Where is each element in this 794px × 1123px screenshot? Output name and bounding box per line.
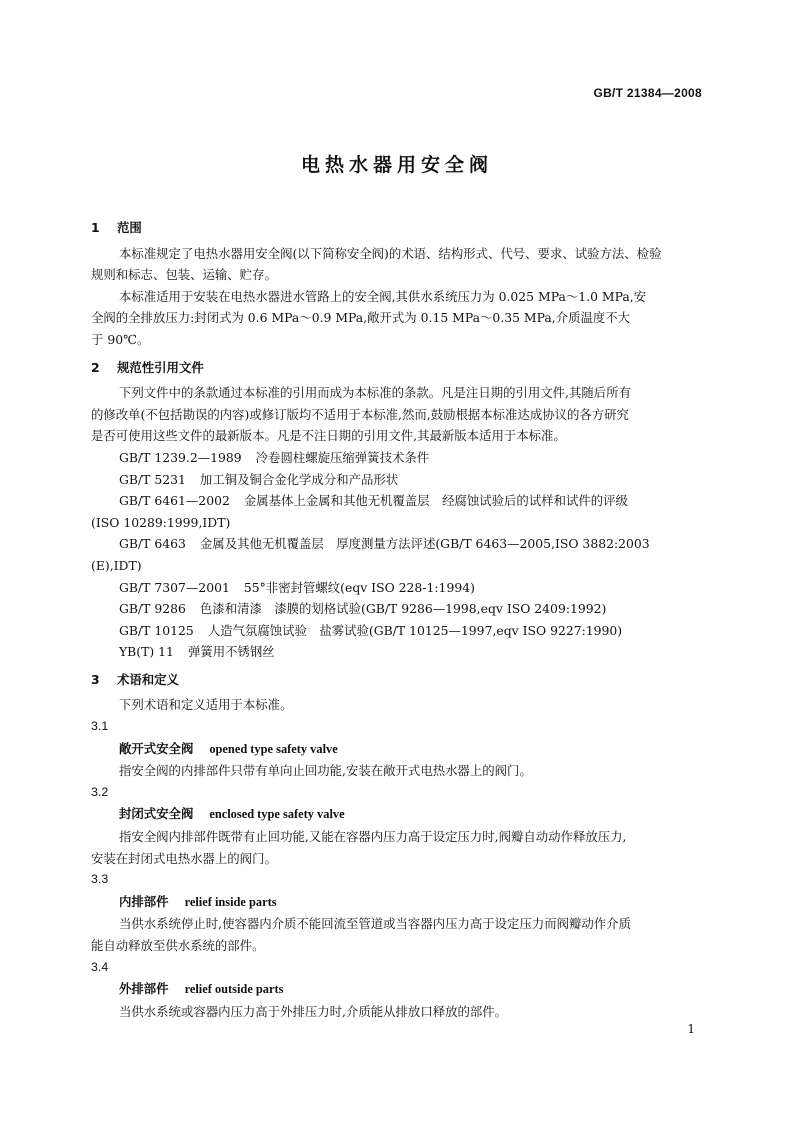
- section-title: 规范性引用文件: [117, 359, 204, 375]
- paragraph-line: 全阀的全排放压力:封闭式为 0.6 MPa～0.9 MPa,敞开式为 0.15 MPa～0.35 MPa,介质温度不大: [91, 310, 631, 326]
- reference-code: YB(T) 11: [119, 644, 174, 660]
- term-definition: 指安全阀的内排部件只带有单向止回功能,安装在敞开式电热水器上的阀门。: [119, 763, 532, 779]
- term-english: relief inside parts: [184, 894, 277, 909]
- page-number: 1: [687, 1022, 695, 1036]
- section-3-heading: [91, 669, 703, 691]
- reference-title: 人造气氛腐蚀试验 盐雾试验(GB/T 10125—1997,eqv ISO 9227:1990): [207, 622, 623, 638]
- clause-number: 3.2: [91, 784, 109, 799]
- paragraph-line: 的修改单(不包括勘误的内容)或修订版均不适用于本标准,然而,鼓励根据本标准达成协议的各方研究: [91, 406, 629, 422]
- reference-code: GB/T 5231: [119, 471, 186, 487]
- term-entry: [91, 978, 703, 1001]
- reference-title: 金属及其他无机覆盖层 厚度测量方法评述(GB/T 6463—2005,ISO 3882:2003: [199, 536, 650, 552]
- reference-item: [91, 620, 703, 642]
- term-entry: [91, 803, 703, 826]
- section-number: 3: [91, 671, 100, 687]
- paragraph-line: 本标准规定了电热水器用安全阀(以下简称安全阀)的术语、结构形式、代号、要求、试验方法、检验: [119, 245, 662, 261]
- paragraph-line: 本标准适用于安装在电热水器进水管路上的安全阀,其供水系统压力为 0.025 MPa～1.0 MPa,安: [119, 288, 647, 304]
- section-1-heading: [91, 217, 703, 239]
- paragraph-line: 规则和标志、包装、运输、贮存。: [91, 267, 277, 283]
- reference-title: 55°非密封管螺纹(eqv ISO 228-1:1994): [243, 579, 475, 595]
- reference-code: GB/T 9286: [119, 601, 186, 617]
- reference-code: GB/T 6463: [119, 536, 186, 552]
- term-chinese: 内排部件: [119, 893, 169, 909]
- term-entry: [91, 891, 703, 914]
- reference-title: 弹簧用不锈钢丝: [187, 644, 275, 660]
- reference-code: GB/T 7307—2001: [119, 579, 230, 595]
- term-english: enclosed type safety valve: [209, 807, 345, 822]
- reference-item: [91, 490, 703, 512]
- document-title: 电热水器用安全阀: [300, 154, 493, 176]
- reference-code: GB/T 10125: [119, 622, 194, 638]
- paragraph-line: 于 90℃。: [91, 331, 150, 347]
- document-body: [91, 214, 703, 1022]
- term-definition: 指安全阀内排部件既带有止回功能,又能在容器内压力高于设定压力时,阀瓣自动动作释放压力,: [119, 829, 627, 845]
- term-definition: 当供水系统停止时,使容器内介质不能回流至管道或当容器内压力高于设定压力而阀瓣动作介质: [119, 916, 631, 932]
- term-entry: [91, 738, 703, 761]
- reference-code: GB/T 1239.2—1989: [119, 449, 242, 465]
- clause-number: 3.1: [91, 719, 109, 734]
- term-chinese: 敞开式安全阀: [119, 740, 194, 756]
- term-definition: 安装在封闭式电热水器上的阀门。: [91, 850, 277, 866]
- reference-continuation: (E),IDT): [91, 557, 142, 573]
- reference-item: [91, 533, 703, 555]
- reference-title: 冷卷圆柱螺旋压缩弹簧技术条件: [255, 449, 430, 465]
- term-definition: 能自动释放至供水系统的部件。: [91, 938, 265, 953]
- reference-item: [91, 469, 703, 491]
- reference-item: [91, 577, 703, 599]
- term-english: opened type safety valve: [209, 741, 338, 756]
- term-definition: 当供水系统或容器内压力高于外排压力时,介质能从排放口释放的部件。: [119, 1003, 508, 1019]
- clause-number: 3.4: [91, 959, 109, 974]
- term-chinese: 外排部件: [119, 981, 169, 997]
- reference-title: 色漆和清漆 漆膜的划格试验(GB/T 9286—1998,eqv ISO 2409:1992): [199, 601, 607, 617]
- reference-title: 加工铜及铜合金化学成分和产品形状: [199, 471, 399, 487]
- reference-continuation: (ISO 10289:1999,IDT): [91, 514, 231, 530]
- paragraph-line: 是否可使用这些文件的最新版本。凡是不注日期的引用文件,其最新版本适用于本标准。: [91, 428, 566, 444]
- clause-number: 3.3: [91, 872, 109, 887]
- reference-code: GB/T 6461—2002: [119, 493, 230, 509]
- paragraph-line: 下列术语和定义适用于本标准。: [119, 697, 293, 713]
- section-number: 1: [91, 220, 100, 235]
- reference-title: 金属基体上金属和其他无机覆盖层 经腐蚀试验后的试样和试件的评级: [243, 493, 628, 509]
- section-number: 2: [91, 359, 100, 375]
- reference-item: [91, 641, 703, 663]
- section-title: 范围: [117, 220, 142, 235]
- standard-number: GB/T 21384—2008: [593, 86, 702, 100]
- term-chinese: 封闭式安全阀: [119, 806, 194, 822]
- section-title: 术语和定义: [117, 671, 179, 687]
- section-2-heading: [91, 357, 703, 379]
- reference-item: [91, 598, 703, 620]
- paragraph-line: 下列文件中的条款通过本标准的引用而成为本标准的条款。凡是注日期的引用文件,其随后所有: [119, 385, 631, 401]
- reference-item: [91, 447, 703, 469]
- term-english: relief outside parts: [184, 982, 284, 997]
